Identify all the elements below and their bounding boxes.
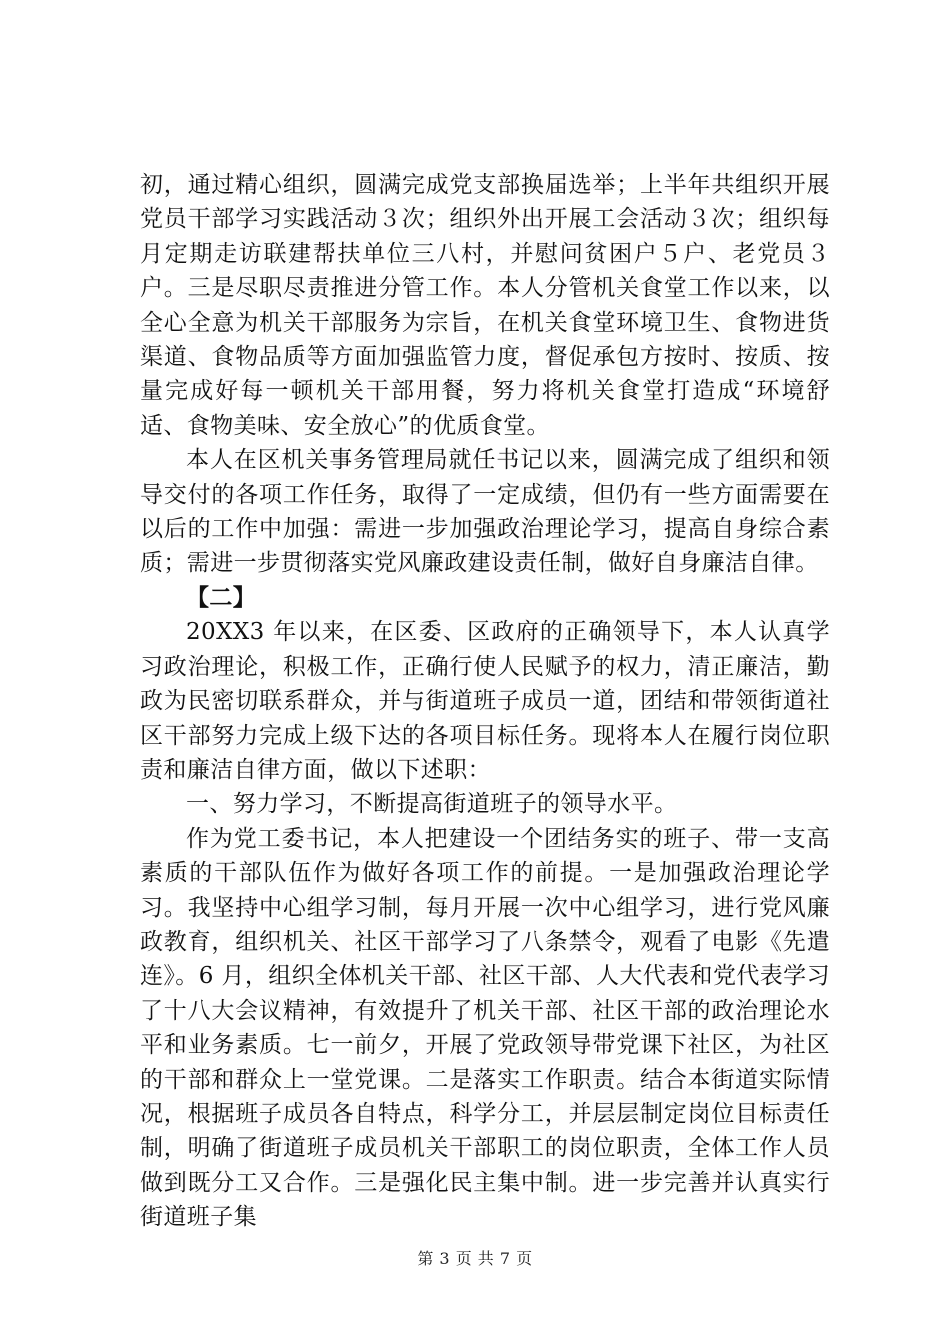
page-footer: 第 3 页 共 7 页 bbox=[417, 1249, 533, 1268]
paragraph-1: 初，通过精心组织，圆满完成党支部换届选举；上半年共组织开展党员干部学习实践活动３次；组织外出开展工会活动３次；组织每月定期走访联建帮扶单位三八村，并慰问贫困户５户、老党员３户。三是尽职尽责推进分管工作。本人分管机关食堂工作以来，以全心全意为机关干部服务为宗旨，在机关食堂环境卫生、食物进货渠道、食物品质等方面加强监管力度，督促承包方按时、按质、按量完成好每一顿机关干部用餐，努力将机关食堂打造成“环境舒适、食物美味、安全放心”的优质食堂。 bbox=[140, 172, 830, 439]
section-heading-two: 【二】 bbox=[186, 583, 257, 611]
document-body bbox=[140, 168, 830, 1235]
paragraph-2: 本人在区机关事务管理局就任书记以来，圆满完成了组织和领导交付的各项工作任务，取得了一定成绩，但仍有一些方面需要在以后的工作中加强：需进一步加强政治理论学习，提高自身综合素质；需进一步贯彻落实党风廉政建设责任制，做好自身廉洁自律。 bbox=[140, 447, 830, 577]
paragraph-5: 作为党工委书记，本人把建设一个团结务实的班子、带一支高素质的干部队伍作为做好各项工作的前提。一是加强政治理论学习。我坚持中心组学习制，每月开展一次中心组学习，进行党风廉政教育，组织机关、社区干部学习了八条禁令，观看了电影《先遣连》。6 月，组织全体机关干部、社区干部、人大代表和党代表学习了十八大会议精神，有效提升了机关干部、社区干部的政治理论水平和业务素质。七一前夕，开展了党政领导带党课下社区，为社区的干部和群众上一堂党课。二是落实工作职责。结合本街道实际情况，根据班子成员各自特点，科学分工，并层层制定岗位目标责任制，明确了街道班子成员机关干部职工的岗位职责，全体工作人员做到既分工又合作。三是强化民主集中制。进一步完善并认真实行街道班子集 bbox=[140, 825, 830, 1231]
paragraph-3: 20XX3 年以来，在区委、区政府的正确领导下，本人认真学习政治理论，积极工作，正确行使人民赋予的权力，清正廉洁，勤政为民密切联系群众，并与街道班子成员一道，团结和带领街道社区干部努力完成上级下达的各项目标任务。现将本人在履行岗位职责和廉洁自律方面，做以下述职： bbox=[140, 619, 830, 783]
section-title-one: 一、努力学习，不断提高街道班子的领导水平。 bbox=[186, 791, 678, 818]
